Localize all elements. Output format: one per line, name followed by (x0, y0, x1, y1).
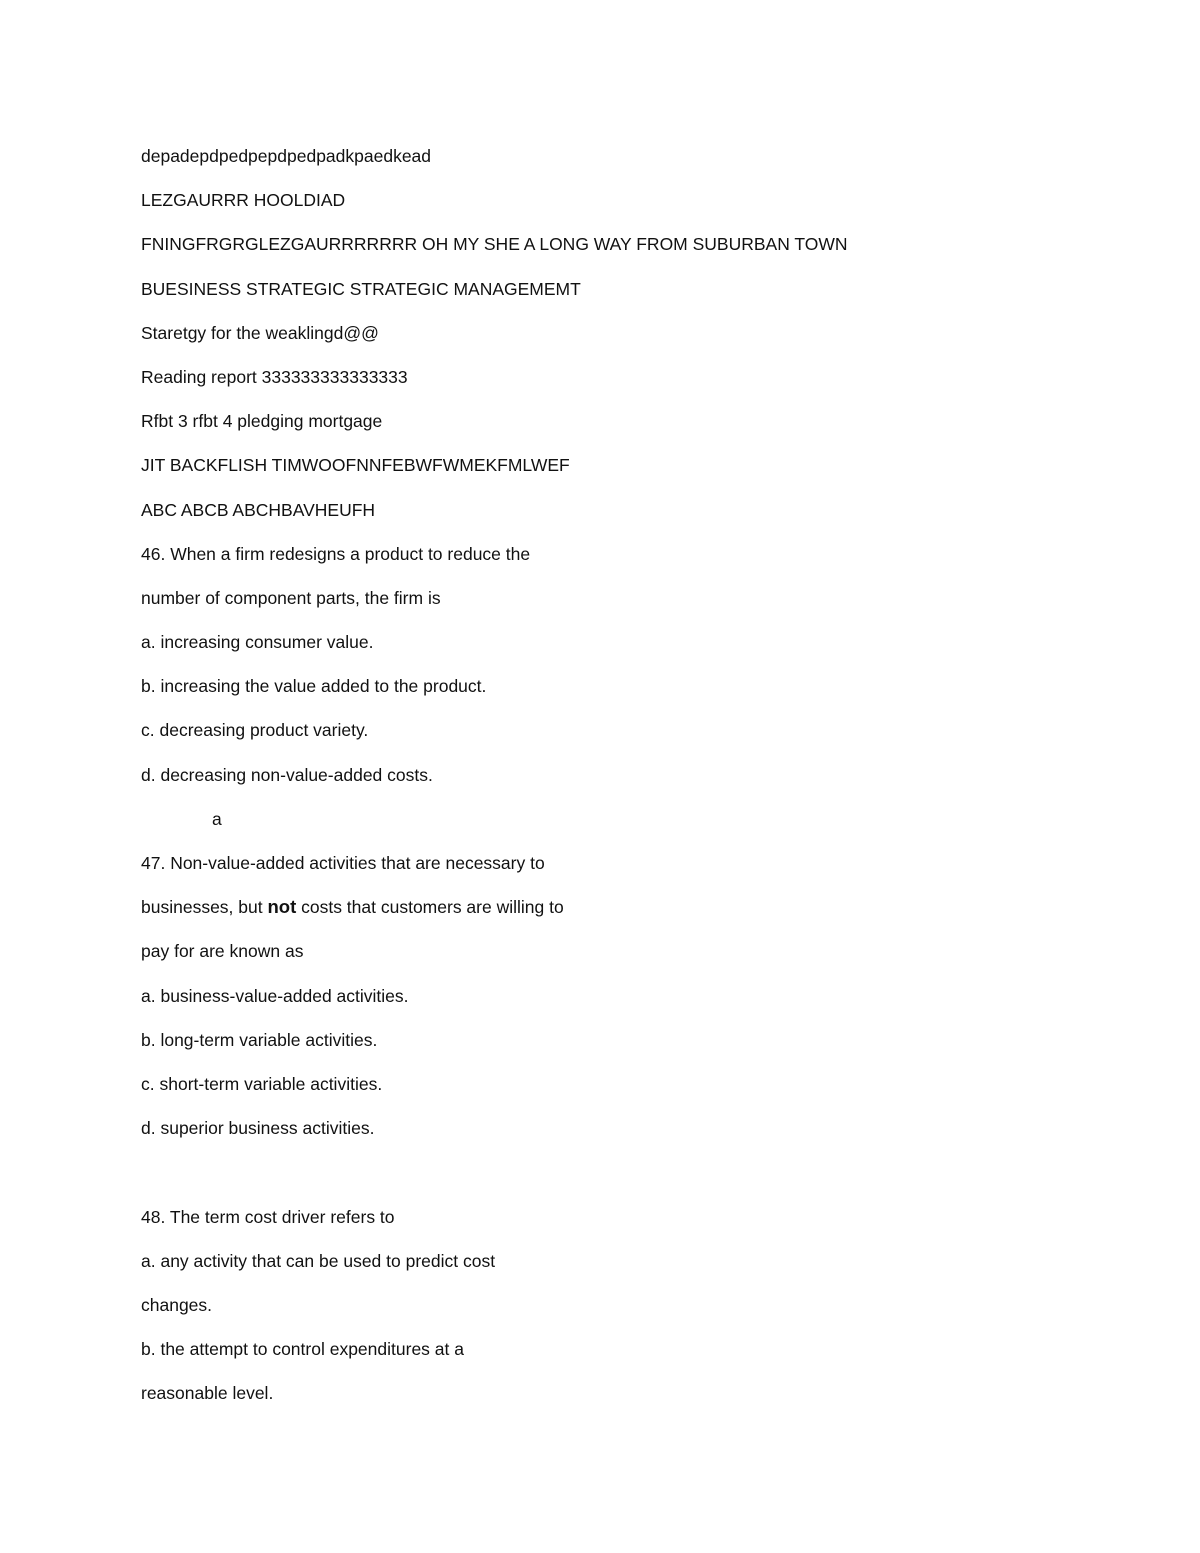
question-46-option: c. decreasing product variety. (141, 720, 369, 741)
question-47-stem-text: costs that customers are willing to (296, 897, 564, 918)
header-line: FNINGFRGRGLEZGAURRRRRRR OH MY SHE A LONG WAY FROM SUBURBAN TOWN (141, 234, 848, 255)
question-47-stem-text: businesses, but (141, 897, 268, 918)
header-line: Rfbt 3 rfbt 4 pledging mortgage (141, 411, 383, 432)
question-46-option: a. increasing consumer value. (141, 632, 374, 653)
question-46-answer: a (212, 808, 222, 829)
header-line: depadepdpedpepdpedpadkpaedkead (141, 146, 432, 166)
question-46-option: b. increasing the value added to the product. (141, 676, 487, 697)
question-48-option: reasonable level. (141, 1383, 274, 1404)
question-47-emphasis: not (267, 896, 297, 918)
question-47-option: b. long-term variable activities. (141, 1029, 378, 1050)
question-46-stem: number of component parts, the firm is (141, 587, 441, 608)
question-46-option: d. decreasing non-value-added costs. (141, 764, 433, 785)
question-48-option: a. any activity that can be used to predict cost (141, 1250, 496, 1271)
document-body (141, 141, 1101, 1422)
question-47-option: c. short-term variable activities. (141, 1073, 383, 1094)
question-47-stem: pay for are known as (141, 941, 304, 962)
question-46-stem: 46. When a firm redesigns a product to reduce the (141, 543, 531, 564)
header-line: Reading report 333333333333333 (141, 366, 408, 387)
header-line: ABC ABCB ABCHBAVHEUFH (141, 499, 376, 520)
question-48-option: changes. (141, 1294, 213, 1315)
header-line: JIT BACKFLISH TIMWOOFNNFEBWFWMEKFMLWEF (141, 455, 570, 476)
header-line: Staretgy for the weaklingd@@ (141, 322, 379, 343)
question-47-option: a. business-value-added activities. (141, 985, 409, 1006)
header-line: LEZGAURRR HOOLDIAD (141, 190, 346, 211)
question-48-stem: 48. The term cost driver refers to (141, 1206, 395, 1227)
question-47-stem: 47. Non-value-added activities that are necessary to (141, 853, 545, 873)
question-47-option: d. superior business activities. (141, 1118, 375, 1139)
question-48-option: b. the attempt to control expenditures at a (141, 1339, 464, 1360)
header-line: BUESINESS STRATEGIC STRATEGIC MANAGEMEMT (141, 278, 581, 299)
paragraph-gap (141, 1157, 1101, 1201)
question-47-stem (141, 892, 1101, 936)
